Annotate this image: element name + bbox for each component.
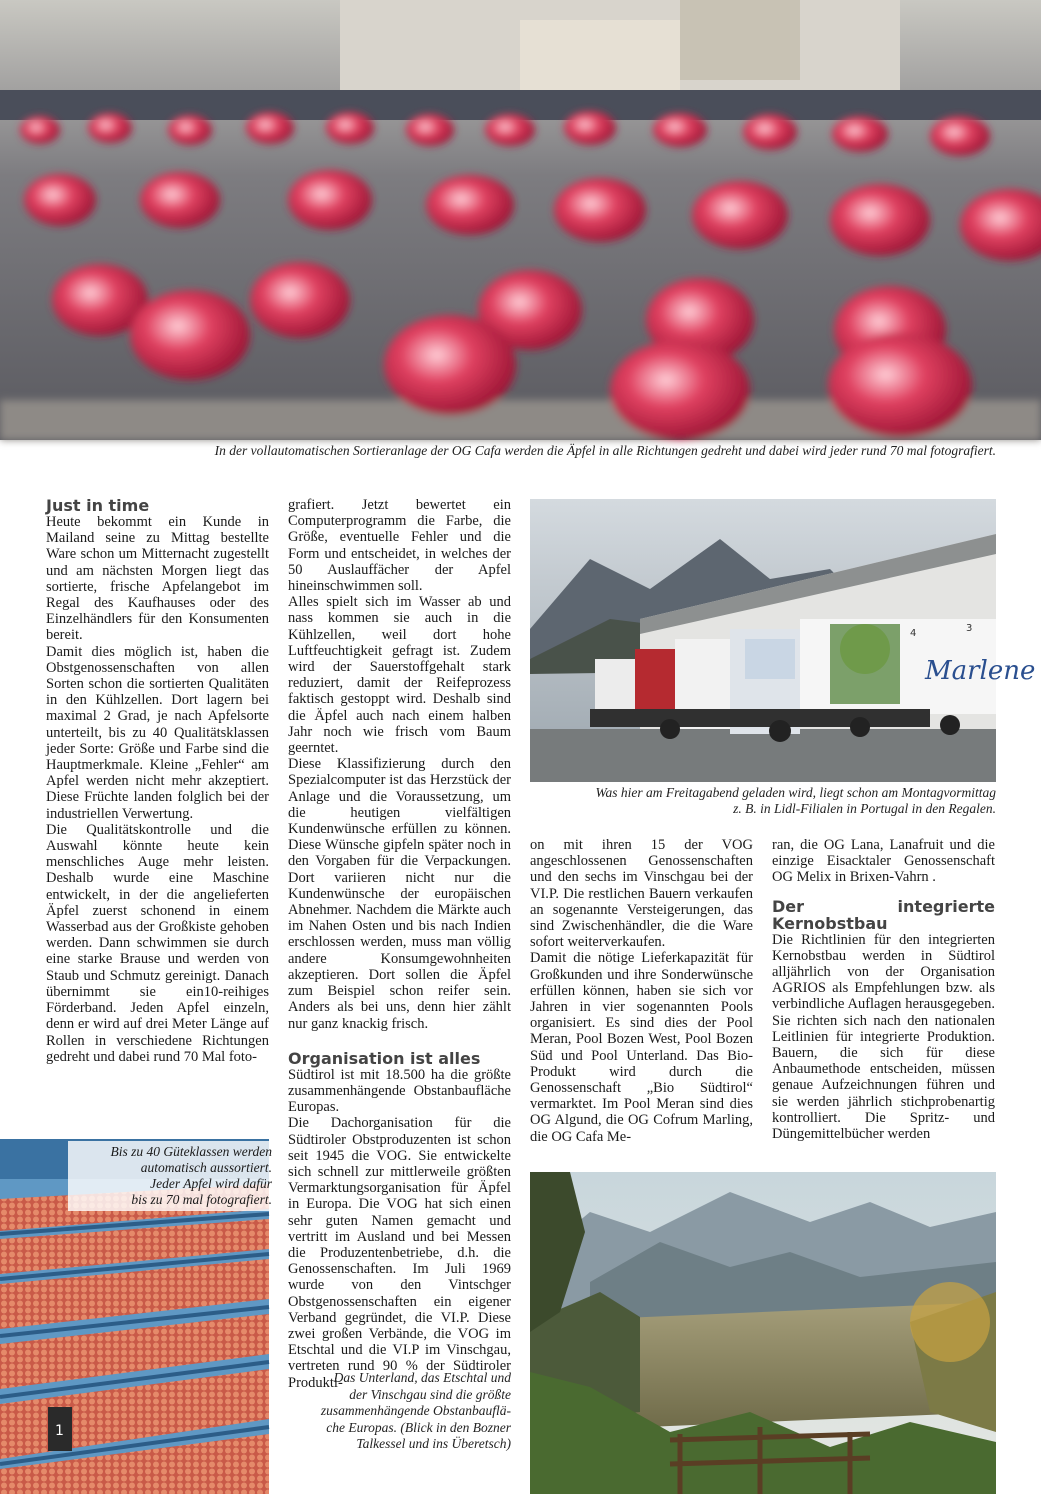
sorting-caption-line: Jeder Apfel wird dafür [150,1176,272,1191]
valley-caption-line: Das Unterland, das Etschtal und [333,1370,511,1385]
paragraph: Damit dies möglich ist, haben die Obstgenossenschaften von allen Sorten schon die sortierten Qualitäten in den Kühlzellen. Dort lagern bei maximal 2 Grad, je nach Apfelsorte unterteilt, bis zu 40 Qualitätsklassen jeder Sorte: Größe und Farbe sind die Hauptmerkmale. Kleine „Fehler“ am Apfel werden nicht mehr akzeptiert. Diese Früchte landen folglich bei der industriellen Verwertung. [46,643,269,822]
paragraph: Südtirol ist mit 18.500 ha die größte zusammenhängende Obstanbaufläche Europas. [288,1066,511,1116]
paragraph: Die Dachorganisation für die Südtiroler Obstproduzenten ist schon seit 1945 die VOG. Sie entwickelte sich schnell zur mittlerweile größten Vermarktungsorganisation für Äpfel in Europa. Die VOG hat sich einen sehr guten Namen gemacht und vertritt im Ausland und bei Messen die Produzentenbetriebe, d.h. die Genossenschaften. Im Juli 1969 wurde von den Vintschger Obstgenossenschaften ein eigener Verband gegründet, die VI.P. Diese zwei großen Verbände, die VOG im Etschtal und die VI.P im Vinschgau, vertreten rund 90 % der Südtiroler Produkti- [288,1115,511,1391]
valley-caption-line: Talkessel und ins Überetsch) [356,1436,511,1451]
truck-brand-label: Marlene [925,656,1036,686]
trucks-caption [530,785,996,817]
hero-photo-apple-conveyor [0,0,1041,440]
paragraph: grafiert. Jetzt bewertet ein Computerprogramm die Farbe, die Größe, eventuelle Fehler und die Form und entscheidet, in welches der 50 Auslauffächer der Apfel hineinschwimmen soll. [288,497,511,595]
trucks-photo [530,499,1036,782]
paragraph: ran, die OG Lana, Lanafruit und die einzige Eisacktaler Genossenschaft OG Melix in Brixen-Vahrn . [772,837,995,886]
paragraph: on mit ihren 15 der VOG angeschlossenen Genossenschaften und den sechs im Vinschgau bei der VI.P. Die restlichen Bauern verkaufen an sogenannte Versteigerungen, das sind Zwischenhändler, die die Ware sofort weiterverkaufen. [530,837,753,951]
paragraph: Damit die nötige Lieferkapazität für Großkunden und ihre Sonderwünsche erfüllen können, haben sie sich vor Jahren in vier sogenannten Pools organisiert. Es sind dies der Pool Meran, Pool Bozen West, Pool Bozen Süd und Pool Unterland. Das Bio-Produkt wird durch die Genossenschaft „Bio Südtirol“ vermarktet. Im Pool Meran sind dies OG Algund, die OG Cofrum Marling, die OG Cafa Me- [530,950,753,1145]
article-column-4 [772,837,995,1142]
paragraph: Alles spielt sich im Wasser ab und nass kommen sie auch in die Kühlzellen, weil dort hohe Luftfeuchtigkeit gefragt ist. Zudem wird der Sauerstoffgehalt stark reduziert, damit der Reifeprozess faktisch gestoppt wird. Deshalb sind die Äpfel auch nach einem halben Jahr noch wie frisch vom Baum geerntet. [288,594,511,757]
trucks-caption-line: z. B. in Lidl-Filialen in Portugal in den Regalen. [733,801,996,816]
heading-just-in-time: Just in time [46,496,150,515]
trucks-caption-line: Was hier am Freitagabend geladen wird, liegt schon am Montagvormittag [595,785,996,800]
article-column-3 [530,837,753,1145]
valley-caption [288,1370,511,1453]
hero-caption: In der vollautomatischen Sortieranlage der OG Cafa werden die Äpfel in alle Richtungen gedreht und dabei wird jeder rund 70 mal fotografiert. [214,443,996,458]
article-column-1 [46,497,269,1065]
paragraph: Heute bekommt ein Kunde in Mailand seine zu Mittag bestellte Ware schon um Mitternacht zugestellt und am nächsten Morgen liegt das sortierte, frische Apfelangebot im Regal des Kaufhauses oder des Einzelhändlers für den Konsumenten bereit. [46,514,269,644]
heading-integrierte-kernobstbau: Der integrierte Kernobstbau [772,896,995,933]
sorting-caption-line: Bis zu 40 Güteklassen werden [110,1144,272,1159]
paragraph: Die Qualitätskontrolle und die Auswahl könnte heute kein menschliches Auge mehr leisten. Deshalb wurde eine Maschine entwickelt, in der die angelieferten Äpfel zuerst schonend in einem Wasserbad aus der Großkiste gehoben werden. Dann schwimmen sie durch eine starke Brause und werden von Staub und Schmutz gereinigt. Danach übernimmt sie ein10-reihiges Förderband. Jeden Apfel einzeln, denn er wird auf drei Meter Länge auf Rollen in verschiedene Richtungen gedreht und dabei rund 70 Mal foto- [46,821,269,1065]
sorting-caption [68,1141,282,1211]
paragraph: Diese Klassifizierung durch den Spezialcomputer ist das Herzstück der Anlage und die Voraussetzung, um die heutigen vielfältigen Kundenwünsche erfüllen zu können. Diese Wünsche gipfeln später noch in den Vorgaben für die Verpackungen. Dort variieren nicht nur die Kundenwünsche der europäischen Abnehmer. Nachdem die Märkte auch im Nahen Osten und bis nach Indien erschlossen werden, muss man völlig andere Konsumgewohnheiten akzeptieren. Dort sollen die Äpfel zum Beispiel schon reifer sein. Anders als bei uns, denn hier zählt nur ganz knackig frisch. [288,756,511,1032]
article-column-2 [288,497,511,1391]
valley-caption-line: zusammenhängende Obstanbauflä- [320,1403,511,1418]
valley-caption-line: che Europas. (Blick in den Bozner [326,1419,511,1435]
valley-landscape-photo [530,1172,996,1494]
crate-number-label: 1 [55,1423,64,1439]
sorting-caption-line: bis zu 70 mal fotografiert. [131,1192,272,1207]
dock-number-4: 4 [910,628,917,639]
sorting-caption-line: automatisch aussortiert. [140,1160,272,1175]
dock-number-3: 3 [966,623,973,634]
valley-caption-line: der Vinschgau sind die größte [349,1386,511,1402]
heading-organisation: Organisation ist alles [288,1048,481,1068]
paragraph: Die Richtlinien für den integrierten Kernobstbau werden in Südtirol alljährlich von der Organisation AGRIOS als Empfehlungen bzw. als verbindliche Auflagen herausgegeben. Sie richten sich nach den nationalen Leitlinien für integrierte Produktion. Bauern, die sich für diese Anbaumethode entscheiden, müssen genaue Aufzeichnungen führen und sie werden jährlich stichprobenartig kontrolliert. Die Spritz- und Düngemittelbücher werden [772,931,995,1143]
